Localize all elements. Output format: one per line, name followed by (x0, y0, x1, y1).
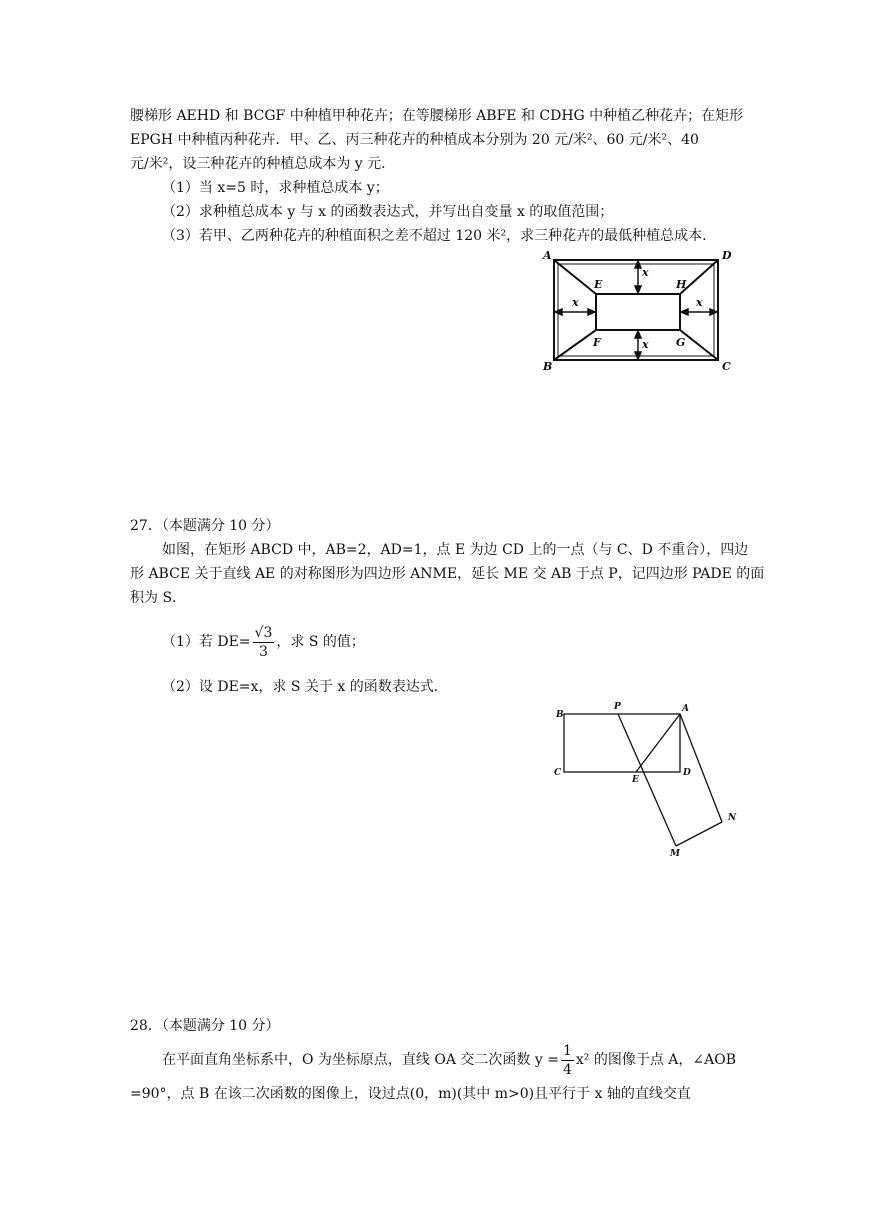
p26-question-3: （3）若甲、乙两种花卉的种植面积之差不超过 120 米²，求三种花卉的最低种植总成本． (162, 228, 717, 244)
p28-line1-suffix: x² 的图像于点 A，∠AOB (575, 1052, 737, 1068)
label-e: E (594, 278, 603, 291)
label-p: P (614, 702, 621, 712)
p26-question-2: （2）求种植总成本 y 与 x 的函数表达式，并写出自变量 x 的取值范围； (162, 204, 614, 220)
label-b: B (556, 710, 564, 720)
label-h: H (676, 278, 687, 291)
label-c: C (722, 360, 731, 373)
segment-nm (676, 822, 722, 846)
fraction-one-quarter (561, 1042, 574, 1079)
label-d: D (722, 249, 732, 262)
p27-text-line-3: 积为 S． (130, 590, 187, 606)
label-e: E (632, 775, 639, 785)
p26-text-line-3: 元/米²，设三种花卉的种植总成本为 y 元． (130, 156, 396, 172)
p26-question-1: （1）当 x=5 时，求种植总成本 y； (162, 180, 389, 196)
label-c: C (554, 768, 562, 778)
p27-text-line-2: 形 ABCE 关于直线 AE 的对称图形为四边形 ANME，延长 ME 交 AB 于点 P，记四边形 PADE 的面 (130, 566, 765, 582)
p28-text-line-1 (162, 1040, 736, 1080)
p26-text-line-2: EPGH 中种植丙种花卉．甲、乙、丙三种花卉的种植成本分别为 20 元/米²、60 元/米²、40 (130, 132, 699, 148)
label-a: A (543, 249, 552, 262)
p26-text-line-1: 腰梯形 AEHD 和 BCGF 中种植甲种花卉；在等腰梯形 ABFE 和 CDHG 中种植乙种花卉；在矩形 (130, 108, 744, 124)
p28-text-line-2: =90°，点 B 在该二次函数的图像上，设过点(0，m)(其中 m>0)且平行于 x 轴的直线交直 (130, 1086, 691, 1102)
label-f: F (593, 336, 601, 349)
label-x-top: x (642, 266, 649, 279)
fraction-denominator: 3 (259, 643, 268, 660)
label-a: A (682, 704, 689, 714)
inner-rectangle-efgh (596, 294, 680, 330)
fraction-denominator: 4 (562, 1061, 572, 1078)
fraction-numerator: √3 (254, 624, 273, 641)
p26-figure (538, 244, 742, 374)
p27-figure (548, 700, 748, 858)
label-x-right: x (696, 296, 703, 309)
q1-prefix: （1）若 DE= (162, 634, 251, 650)
fraction-sqrt3-over-3 (253, 624, 275, 661)
label-n: N (728, 813, 737, 823)
label-b: B (543, 360, 553, 373)
fraction-numerator: 1 (562, 1042, 572, 1059)
p28-heading: 28．（本题满分 10 分） (130, 1018, 280, 1034)
label-x-left: x (572, 296, 579, 309)
p27-heading: 27．（本题满分 10 分） (130, 518, 280, 534)
segment-ae (636, 714, 680, 772)
p27-question-2: （2）设 DE=x，求 S 关于 x 的函数表达式． (162, 679, 448, 695)
label-d: D (683, 768, 691, 778)
outer-rectangle (554, 260, 718, 360)
q1-suffix: ，求 S 的值； (276, 634, 365, 650)
label-x-bottom: x (642, 338, 649, 351)
label-g: G (676, 336, 686, 349)
segment-pm (618, 714, 676, 846)
p28-line1-prefix: 在平面直角坐标系中，O 为坐标原点，直线 OA 交二次函数 y = (162, 1052, 559, 1068)
p27-text-line-1: 如图，在矩形 ABCD 中，AB=2，AD=1，点 E 为边 CD 上的一点（与 C、D 不重合），四边 (162, 542, 749, 558)
label-m: M (670, 849, 680, 858)
p27-question-1 (162, 622, 365, 662)
